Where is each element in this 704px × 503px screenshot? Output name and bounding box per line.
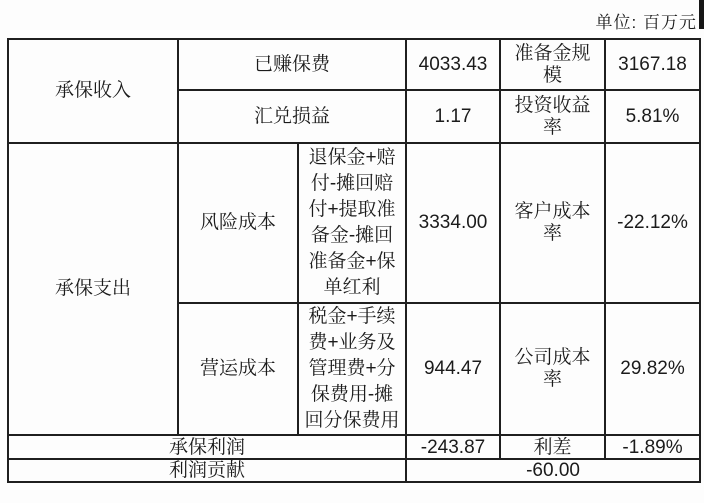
cell-fx-gain-value: 1.17	[406, 90, 500, 143]
cell-underwriting-profit-value: -243.87	[406, 435, 500, 459]
cell-income-category: 承保收入	[8, 39, 178, 143]
cell-profit-contribution-label: 利润贡献	[8, 459, 406, 482]
cell-reserve-scale-label: 准备金规模	[500, 39, 605, 90]
underwriting-results-table	[7, 38, 701, 483]
cell-investment-yield-value: 5.81%	[605, 90, 700, 143]
cell-company-cost-ratio-value: 29.82%	[605, 303, 700, 435]
cell-customer-cost-ratio-label: 客户成本率	[500, 143, 605, 303]
cell-fx-gain-label: 汇兑损益	[178, 90, 406, 143]
cell-risk-cost-formula: 退保金+赔付-摊回赔付+提取准备金-摊回准备金+保单红利	[298, 143, 406, 303]
table-row	[8, 435, 700, 459]
cell-risk-cost-value: 3334.00	[406, 143, 500, 303]
cell-spread-value: -1.89%	[605, 435, 700, 459]
cell-reserve-scale-value: 3167.18	[605, 39, 700, 90]
cell-operating-cost-label: 营运成本	[178, 303, 298, 435]
cell-operating-cost-value: 944.47	[406, 303, 500, 435]
cell-profit-contribution-value: -60.00	[406, 459, 700, 482]
unit-label: 单位: 百万元	[595, 13, 697, 32]
cell-customer-cost-ratio-value: -22.12%	[605, 143, 700, 303]
edge-mark	[699, 0, 704, 29]
cell-risk-cost-label: 风险成本	[178, 143, 298, 303]
cell-company-cost-ratio-label: 公司成本率	[500, 303, 605, 435]
table-row	[8, 39, 700, 90]
cell-spread-label: 利差	[500, 435, 605, 459]
cell-expense-category: 承保支出	[8, 143, 178, 435]
table-row	[8, 459, 700, 482]
cell-investment-yield-label: 投资收益率	[500, 90, 605, 143]
table-row	[8, 143, 700, 303]
cell-operating-cost-formula: 税金+手续费+业务及管理费+分保费用-摊回分保费用	[298, 303, 406, 435]
cell-underwriting-profit-label: 承保利润	[8, 435, 406, 459]
cell-earned-premium-value: 4033.43	[406, 39, 500, 90]
cell-earned-premium-label: 已赚保费	[178, 39, 406, 90]
